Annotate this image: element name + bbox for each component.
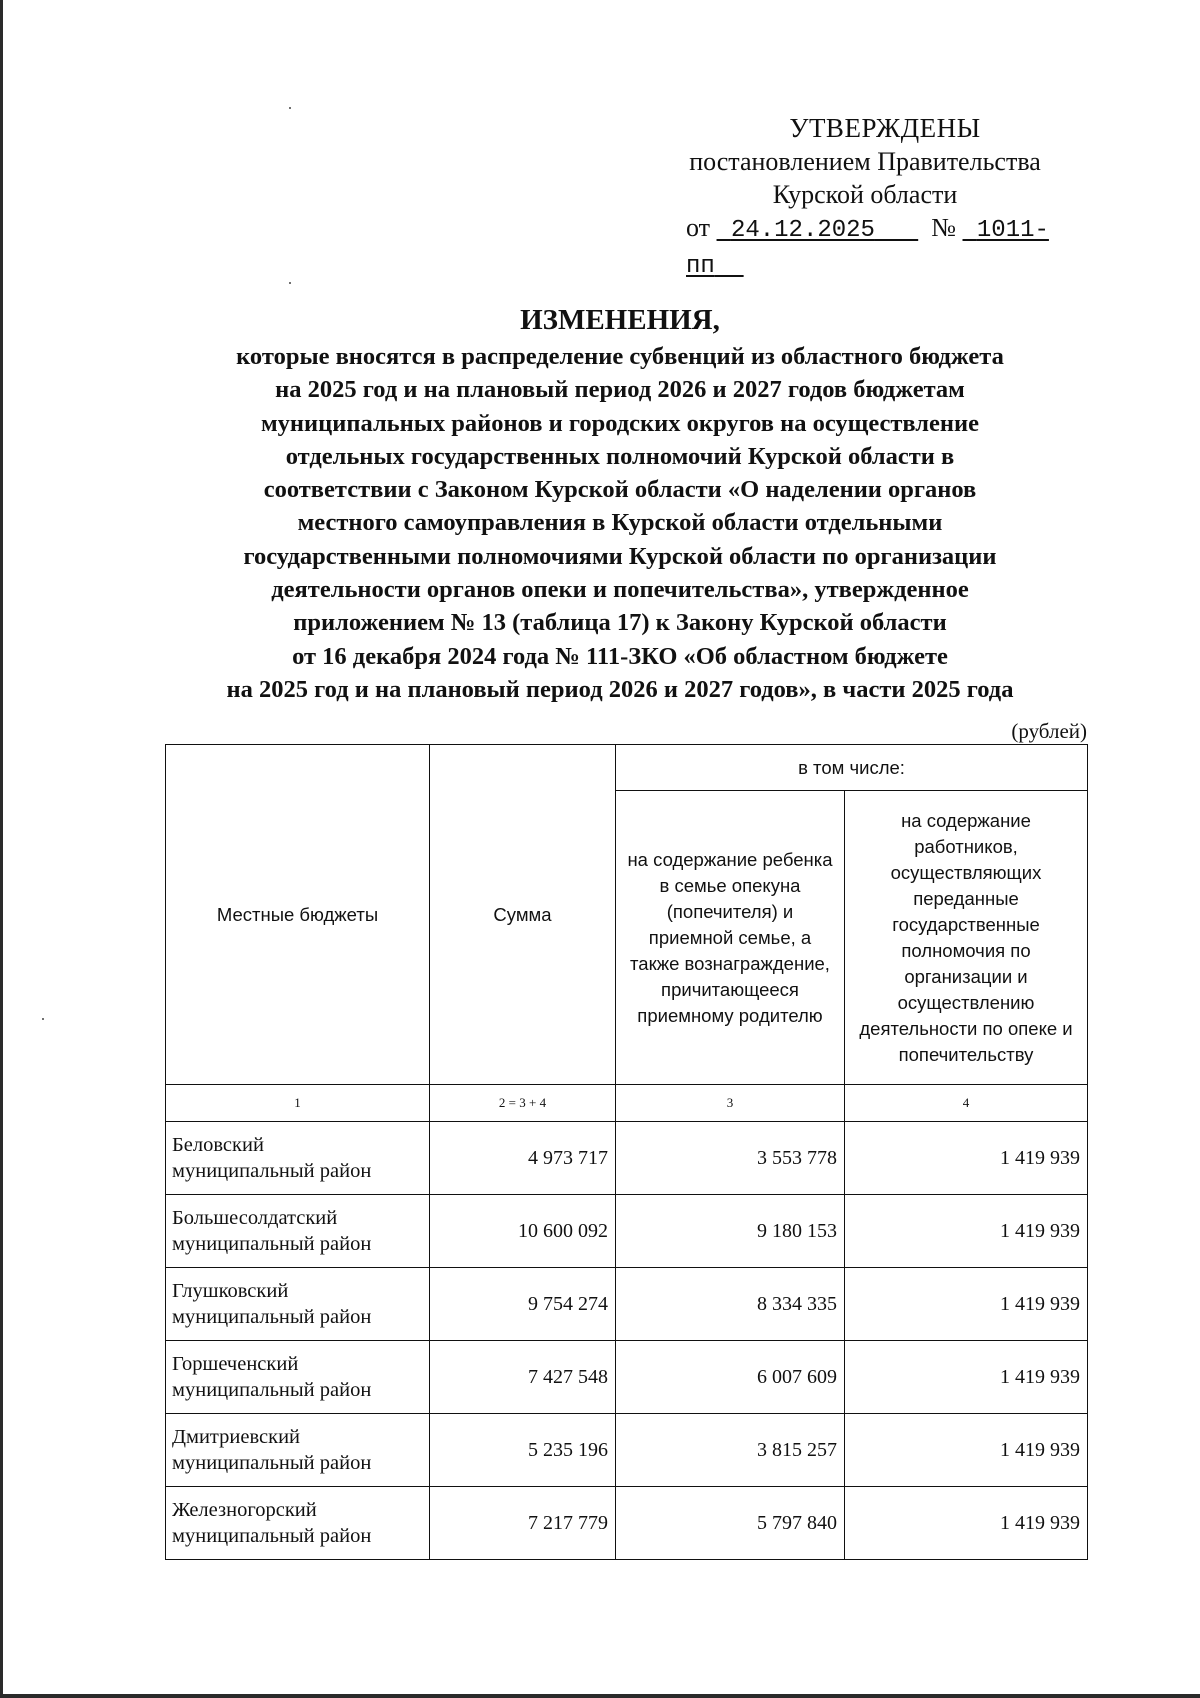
staff-value: 1 419 939: [845, 1122, 1088, 1195]
staff-value: 1 419 939: [845, 1487, 1088, 1560]
document-title: [150, 300, 1090, 706]
header-staff-support: на содержание работников, осуществляющих переданные государственные полномочия по организации и осуществлению деятельности по опеке и попечительству: [845, 791, 1088, 1085]
table-row: [166, 1122, 1088, 1195]
approval-heading: УТВЕРЖДЕНЫ: [789, 113, 981, 143]
child-value: 6 007 609: [616, 1341, 845, 1414]
scan-speck: [42, 1018, 44, 1020]
scan-left-edge: [0, 0, 3, 1698]
header-local-budgets: Местные бюджеты: [166, 745, 430, 1085]
title-line: на 2025 год и на плановый период 2026 и 2027 годов бюджетам: [275, 376, 965, 404]
header-sum: Сумма: [430, 745, 616, 1085]
column-number: 1: [166, 1085, 430, 1122]
scan-speck: [289, 107, 291, 109]
approval-number: 1011-пп: [686, 217, 1049, 280]
title-line: муниципальных районов и городских округов на осуществление: [260, 409, 980, 437]
title-line: отдельных государственных полномочий Курской области в: [285, 442, 955, 470]
staff-value: 1 419 939: [845, 1195, 1088, 1268]
budget-name: Глушковский муниципальный район: [166, 1268, 430, 1341]
table-row: [166, 1414, 1088, 1487]
child-value: 9 180 153: [616, 1195, 845, 1268]
child-value: 3 815 257: [616, 1414, 845, 1487]
staff-value: 1 419 939: [845, 1268, 1088, 1341]
sum-value: 4 973 717: [430, 1122, 616, 1195]
title-line: от 16 декабря 2024 года № 111-ЗКО «Об областном бюджете: [292, 642, 948, 670]
title-line: соответствии с Законом Курской области «О наделении органов: [263, 476, 977, 504]
subvention-table: [165, 744, 1088, 1560]
title-line: государственными полномочиями Курской области по организации: [243, 542, 997, 570]
child-value: 5 797 840: [616, 1487, 845, 1560]
title-line: местного самоуправления в Курской области отдельными: [297, 509, 943, 537]
header-including: в том числе:: [616, 745, 1088, 791]
title-line: деятельности органов опеки и попечительства», утвержденное: [271, 576, 969, 604]
child-value: 3 553 778: [616, 1122, 845, 1195]
table-row: [166, 1487, 1088, 1560]
approval-date: 24.12.2025: [730, 217, 875, 244]
table-row: [166, 1341, 1088, 1414]
table-row: [166, 1268, 1088, 1341]
scan-speck: [289, 282, 291, 284]
sum-value: 10 600 092: [430, 1195, 616, 1268]
title-body: [150, 340, 1090, 706]
column-number: 4: [845, 1085, 1088, 1122]
sum-value: 7 427 548: [430, 1341, 616, 1414]
staff-value: 1 419 939: [845, 1414, 1088, 1487]
budget-name: Железногорский муниципальный район: [166, 1487, 430, 1560]
title-line: которые вносятся в распределение субвенций из областного бюджета: [236, 343, 1004, 370]
number-sign: №: [931, 213, 956, 242]
table-row: [166, 1195, 1088, 1268]
budget-name: Дмитриевский муниципальный район: [166, 1414, 430, 1487]
sum-value: 7 217 779: [430, 1487, 616, 1560]
approval-line-1: постановлением Правительства: [689, 147, 1041, 176]
staff-value: 1 419 939: [845, 1341, 1088, 1414]
budget-name: Горшеченский муниципальный район: [166, 1341, 430, 1414]
approval-date-line: [640, 211, 1090, 283]
approval-stamp: [640, 112, 1090, 283]
budget-name: Беловский муниципальный район: [166, 1122, 430, 1195]
sum-value: 9 754 274: [430, 1268, 616, 1341]
scan-bottom-edge: [0, 1694, 1200, 1698]
column-number: 2 = 3 + 4: [430, 1085, 616, 1122]
sum-value: 5 235 196: [430, 1414, 616, 1487]
column-number: 3: [616, 1085, 845, 1122]
title-line: на 2025 год и на плановый период 2026 и 2027 годов», в части 2025 года: [226, 675, 1014, 703]
date-prefix: от: [686, 213, 711, 242]
child-value: 8 334 335: [616, 1268, 845, 1341]
title-heading: ИЗМЕНЕНИЯ,: [520, 304, 720, 336]
approval-line-2: Курской области: [772, 180, 958, 209]
unit-label: (рублей): [1011, 719, 1087, 743]
budget-name: Большесолдатский муниципальный район: [166, 1195, 430, 1268]
title-line: приложением № 13 (таблица 17) к Закону Курской области: [293, 609, 947, 637]
header-child-support: на содержание ребенка в семье опекуна (попечителя) и приемной семье, а также вознаграждение, причитающееся приемному родителю: [616, 791, 845, 1085]
